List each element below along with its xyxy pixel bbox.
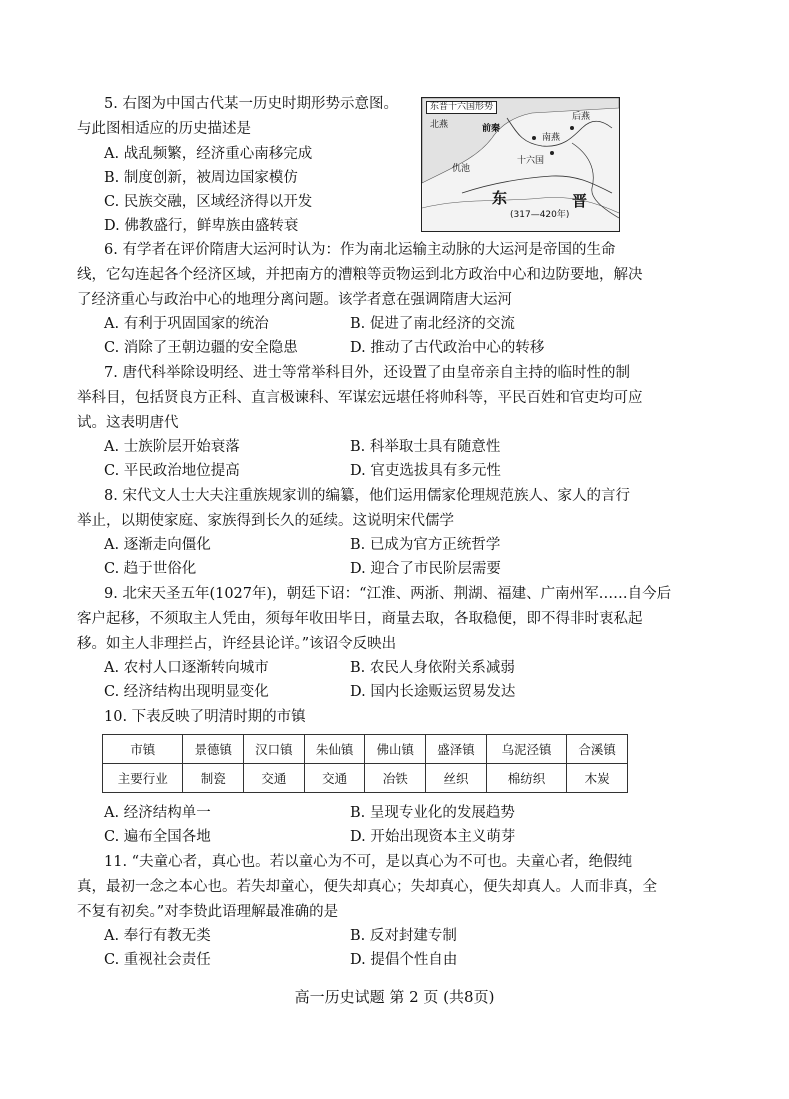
q10-option-a: A. 经济结构单一 xyxy=(104,805,211,821)
q7-line3: 试。这表明唐代 xyxy=(77,415,179,431)
q5-option-c: C. 民族交融，区域经济得以开发 xyxy=(104,194,313,210)
q8-line1: 8. 宋代文人士大夫注重族规家训的编纂，他们运用儒家伦理规范族人、家人的言行 xyxy=(104,488,630,504)
table-cell: 丝织 xyxy=(426,764,487,793)
q11-line2: 真，最初一念之本心也。若失却童心，便失却真心；失却真心，便失却真人。人而非真，全 xyxy=(77,879,657,895)
q8-line2: 举止，以期使家庭、家族得到长久的延续。这说明宋代儒学 xyxy=(77,513,454,529)
table-row xyxy=(103,764,628,793)
q10-option-b: B. 呈现专业化的发展趋势 xyxy=(350,805,515,821)
table-cell: 合溪镇 xyxy=(567,735,628,764)
q9-line3: 移。如主人非理拦占，许经县论详。”该诏令反映出 xyxy=(77,636,397,652)
q11-line3: 不复有初矣。”对李贽此语理解最准确的是 xyxy=(77,904,339,920)
q10-option-c: C. 遍布全国各地 xyxy=(104,829,211,845)
q8-option-d: D. 迎合了市民阶层需要 xyxy=(350,561,501,577)
map-title: 东晋十六国形势 xyxy=(426,101,497,114)
table-cell: 木炭 xyxy=(567,764,628,793)
table-cell: 交通 xyxy=(244,764,305,793)
q9-line1: 9. 北宋天圣五年(1027年)，朝廷下诏：“江淮、两浙、荆湖、福建、广南州军……自今后 xyxy=(104,586,672,602)
table-cell: 交通 xyxy=(304,764,365,793)
table-cell: 汉口镇 xyxy=(244,735,305,764)
q11-option-c: C. 重视社会责任 xyxy=(104,952,211,968)
q10-stem: 10. 下表反映了明清时期的市镇 xyxy=(104,709,306,725)
map-label-beiyan: 北燕 xyxy=(430,120,449,130)
map-label-years: (317—420年) xyxy=(510,210,570,220)
q7-option-c: C. 平民政治地位提高 xyxy=(104,463,240,479)
q6-option-c: C. 消除了王朝边疆的安全隐患 xyxy=(104,340,298,356)
map-label-nanyan: 南燕 xyxy=(542,133,561,143)
table-cell: 市镇 xyxy=(103,735,183,764)
q8-option-a: A. 逐渐走向僵化 xyxy=(104,537,211,553)
table-cell: 制瓷 xyxy=(183,764,244,793)
table-cell: 盛泽镇 xyxy=(426,735,487,764)
market-town-table xyxy=(102,734,628,793)
q9-option-a: A. 农村人口逐渐转向城市 xyxy=(104,660,269,676)
q7-option-d: D. 官吏选拔具有多元性 xyxy=(350,463,501,479)
map-label-dong: 东 xyxy=(492,189,508,207)
page-footer: 高一历史试题 第 2 页 (共8页) xyxy=(294,988,495,1006)
q7-option-a: A. 士族阶层开始衰落 xyxy=(104,439,240,455)
map-label-houyan: 后燕 xyxy=(572,112,591,122)
q7-line2: 举科目，包括贤良方正科、直言极谏科、军谋宏远堪任将帅科等，平民百姓和官吏均可应 xyxy=(77,390,643,406)
q9-option-d: D. 国内长途贩运贸易发达 xyxy=(350,684,516,700)
q11-option-d: D. 提倡个性自由 xyxy=(350,952,458,968)
q11-option-b: B. 反对封建专制 xyxy=(350,928,457,944)
table-cell: 佛山镇 xyxy=(365,735,426,764)
q8-option-b: B. 已成为官方正统哲学 xyxy=(350,537,501,553)
q7-line1: 7. 唐代科举除设明经、进士等常举科目外，还设置了由皇帝亲自主持的临时性的制 xyxy=(104,365,630,381)
table-header-row xyxy=(103,735,628,764)
map-label-jin: 晋 xyxy=(572,192,588,210)
q6-option-d: D. 推动了古代政治中心的转移 xyxy=(350,340,545,356)
q8-option-c: C. 趋于世俗化 xyxy=(104,561,197,577)
q5-stem-line1: 5. 右图为中国古代某一历史时期形势示意图。 xyxy=(104,96,398,112)
q6-line3: 了经济重心与政治中心的地理分离问题。该学者意在强调隋唐大运河 xyxy=(77,292,512,308)
historical-map xyxy=(421,97,620,232)
q9-option-c: C. 经济结构出现明显变化 xyxy=(104,684,269,700)
q6-line1: 6. 有学者在评价隋唐大运河时认为：作为南北运输主动脉的大运河是帝国的生命 xyxy=(104,242,616,258)
table-cell: 景德镇 xyxy=(183,735,244,764)
q6-option-b: B. 促进了南北经济的交流 xyxy=(350,316,515,332)
map-label-shiliuguo: 十六国 xyxy=(517,156,545,166)
q9-line2: 客户起移，不须取主人凭由，须每年收田毕日，商量去取，各取稳便，即不得非时衷私起 xyxy=(77,611,643,627)
table-cell: 乌泥泾镇 xyxy=(486,735,566,764)
q5-option-b: B. 制度创新，被周边国家模仿 xyxy=(104,170,298,186)
table-cell: 朱仙镇 xyxy=(304,735,365,764)
q5-stem-line2: 与此图相适应的历史描述是 xyxy=(77,121,251,137)
q11-option-a: A. 奉行有教无类 xyxy=(104,928,211,944)
map-label-chouchi: 仇池 xyxy=(452,164,471,174)
q10-option-d: D. 开始出现资本主义萌芽 xyxy=(350,829,516,845)
q6-option-a: A. 有利于巩固国家的统治 xyxy=(104,316,269,332)
table-cell: 主要行业 xyxy=(103,764,183,793)
q7-option-b: B. 科举取士具有随意性 xyxy=(350,439,501,455)
map-label-qianqin: 前秦 xyxy=(482,124,501,134)
q5-option-a: A. 战乱频繁，经济重心南移完成 xyxy=(104,146,313,162)
q6-line2: 线，它勾连起各个经济区域，并把南方的漕粮等贡物运到北方政治中心和边防要地，解决 xyxy=(77,267,643,283)
table-cell: 冶铁 xyxy=(365,764,426,793)
q9-option-b: B. 农民人身依附关系减弱 xyxy=(350,660,515,676)
q11-line1: 11. “夫童心者，真心也。若以童心为不可，是以真心为不可也。夫童心者，绝假纯 xyxy=(104,854,633,870)
table-cell: 棉纺织 xyxy=(486,764,566,793)
q5-option-d: D. 佛教盛行，鲜卑族由盛转衰 xyxy=(104,218,299,234)
